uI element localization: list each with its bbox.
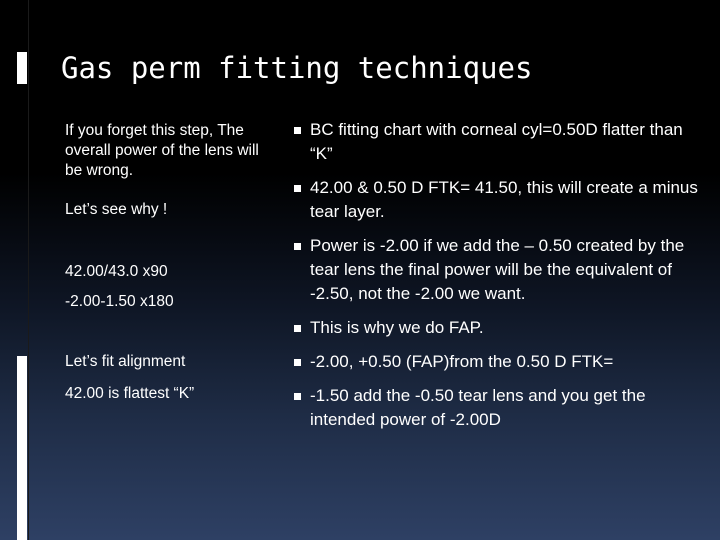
square-bullet-icon xyxy=(294,127,301,134)
rx-keratometry-line: 42.00/43.0 x90 xyxy=(65,263,168,280)
bullet-item xyxy=(294,234,700,306)
square-bullet-icon xyxy=(294,359,301,366)
bullet-item xyxy=(294,316,700,340)
square-bullet-icon xyxy=(294,243,301,250)
rx-prescription-line: -2.00-1.50 x180 xyxy=(65,293,174,310)
bullet-text: -1.50 add the -0.50 tear lens and you get the intended power of -2.00D xyxy=(310,386,646,429)
bullet-text: 42.00 & 0.50 D FTK= 41.50, this will create a minus tear layer. xyxy=(310,178,698,221)
bullet-item xyxy=(294,118,700,166)
flattest-k-text: 42.00 is flattest “K” xyxy=(65,385,195,402)
bullet-item xyxy=(294,350,700,374)
fit-alignment-text: Let’s fit alignment xyxy=(65,353,186,370)
square-bullet-icon xyxy=(294,325,301,332)
see-why-text: Let’s see why ! xyxy=(65,201,168,218)
square-bullet-icon xyxy=(294,393,301,400)
forget-note: If you forget this step, The overall power of the lens will be wrong. xyxy=(65,122,259,179)
slide-title: Gas perm fitting techniques xyxy=(61,51,533,85)
bullet-item xyxy=(294,384,700,432)
square-bullet-icon xyxy=(294,185,301,192)
bullet-text: This is why we do FAP. xyxy=(310,318,484,337)
bullet-text: BC fitting chart with corneal cyl=0.50D flatter than “K” xyxy=(310,120,683,163)
bullet-text: -2.00, +0.50 (FAP)from the 0.50 D FTK= xyxy=(310,352,614,371)
bullet-list xyxy=(294,118,700,442)
bullet-text: Power is -2.00 if we add the – 0.50 created by the tear lens the final power will be the equivalent of -2.50, not the -2.00 we want. xyxy=(310,236,685,303)
body-accent-bar xyxy=(17,356,27,540)
title-accent-bar xyxy=(17,52,27,84)
bullet-item xyxy=(294,176,700,224)
